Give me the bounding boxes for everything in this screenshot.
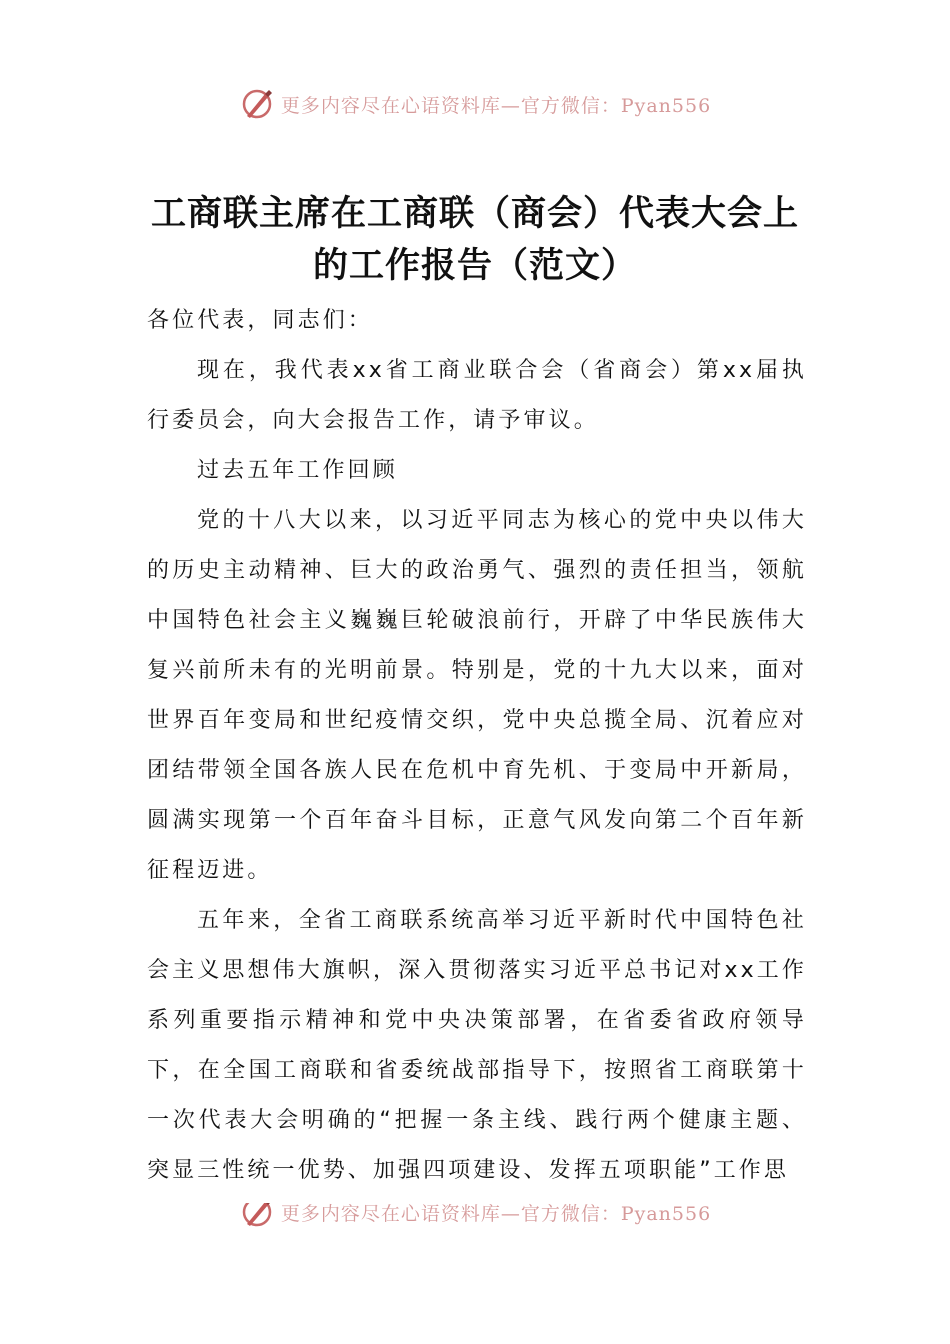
- pen-logo-icon: [239, 86, 275, 122]
- paragraph: 五年来，全省工商联系统高举习近平新时代中国特色社会主义思想伟大旗帜，深入贯彻落实习近平总书记对xx工作系列重要指示精神和党中央决策部署，在省委省政府领导下，在全国工商联和省委统战部指导下，按照省工商联第十一次代表大会明确的“把握一条主线、践行两个健康主题、突显三性统一优势、加强四项建设、发挥五项职能”工作思: [147, 908, 807, 1183]
- watermark-header: [0, 84, 950, 124]
- paragraph: 党的十八大以来，以习近平同志为核心的党中央以伟大的历史主动精神、巨大的政治勇气、强烈的责任担当，领航中国特色社会主义巍巍巨轮破浪前行，开辟了中华民族伟大复兴前所未有的光明前景。特别是，党的十九大以来，面对世界百年变局和世纪疫情交织，党中央总揽全局、沉着应对团结带领全国各族人民在危机中育先机、于变局中开新局，圆满实现第一个百年奋斗目标，正意气风发向第二个百年新征程迈进。: [147, 508, 807, 883]
- watermark-footer: [0, 1203, 950, 1233]
- document-title: [140, 188, 810, 292]
- section-heading: 过去五年工作回顾: [197, 458, 398, 483]
- paragraph: 现在，我代表xx省工商业联合会（省商会）第xx届执行委员会，向大会报告工作，请予审议。: [147, 358, 807, 433]
- document-body: [147, 296, 807, 1196]
- title-line-1: 工商联主席在工商联（商会）代表大会上: [150, 193, 799, 234]
- pen-logo-icon: [239, 1203, 275, 1230]
- salutation: 各位代表，同志们：: [147, 308, 373, 333]
- watermark-text: 更多内容尽在心语资料库—官方微信：Pyan556: [280, 1203, 712, 1225]
- watermark-text: 更多内容尽在心语资料库—官方微信：Pyan556: [280, 94, 712, 117]
- title-line-2: 的工作报告（范文）: [312, 245, 637, 286]
